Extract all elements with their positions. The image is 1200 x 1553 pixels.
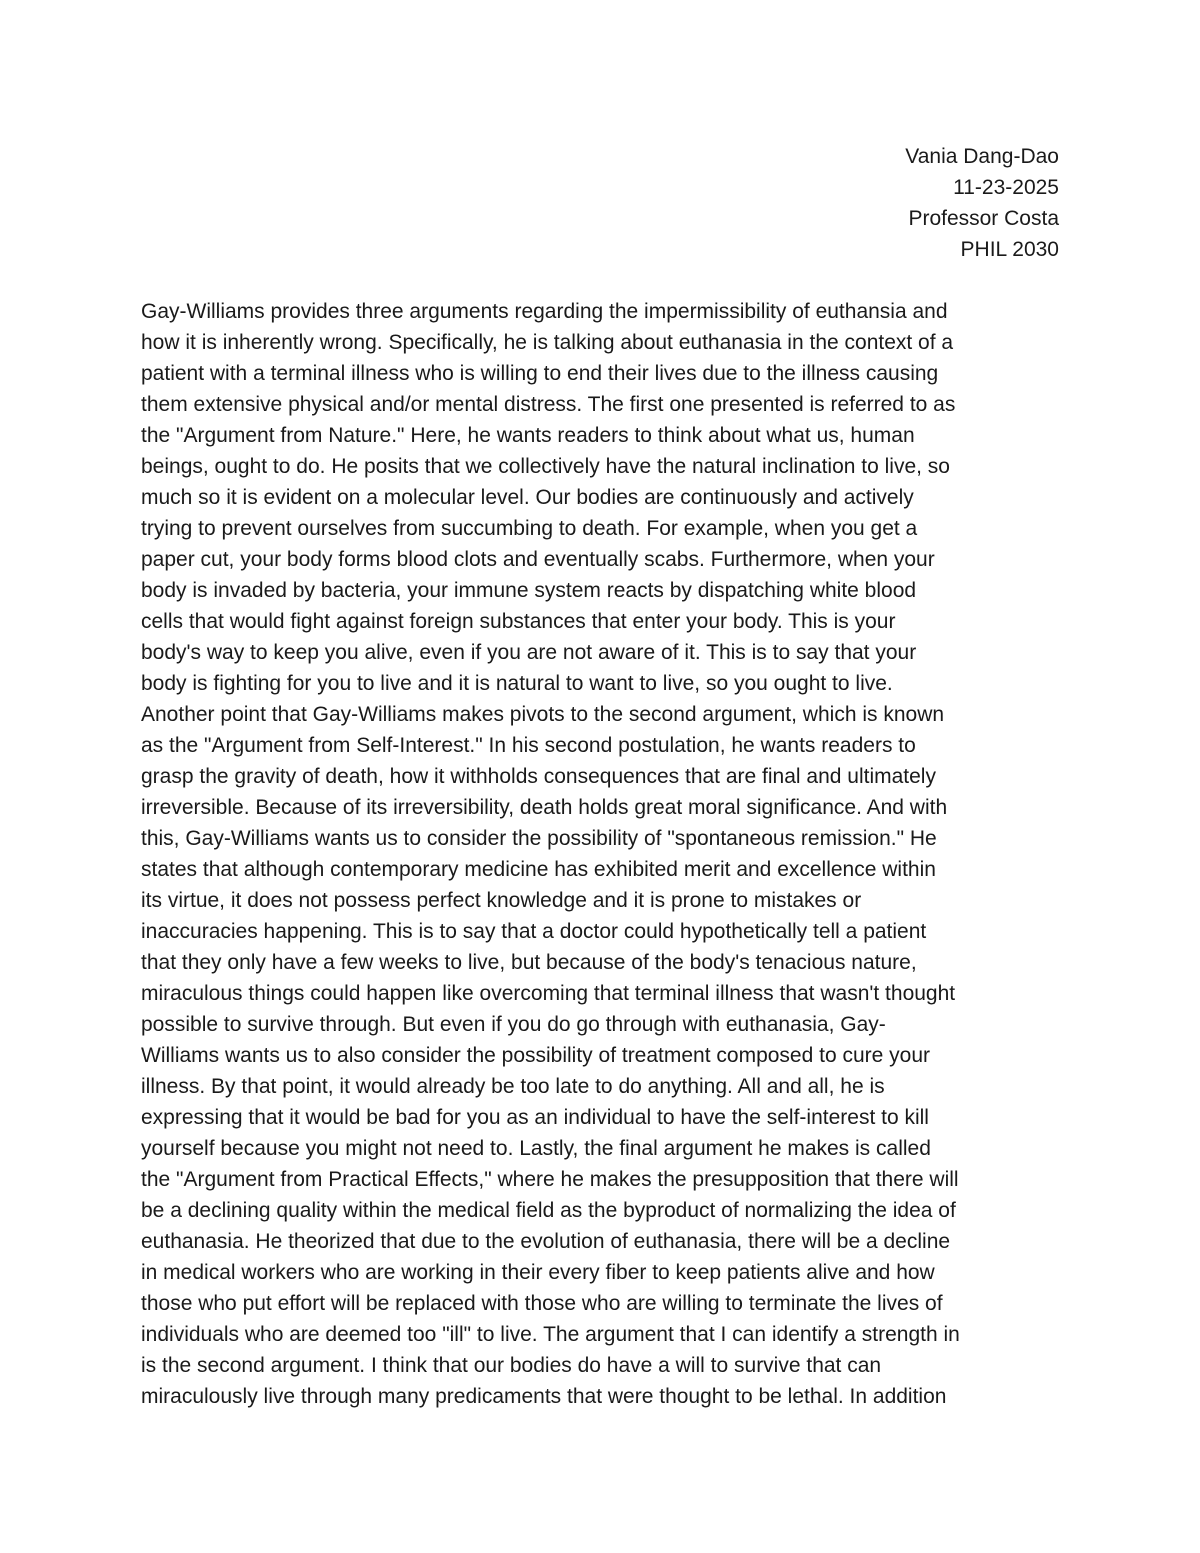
essay-line: the "Argument from Nature." Here, he wants readers to think about what us, human [141, 424, 915, 447]
essay-line: body is invaded by bacteria, your immune system reacts by dispatching white blood [141, 579, 917, 602]
essay-line: yourself because you might not need to. Lastly, the final argument he makes is called [141, 1137, 931, 1160]
essay-line: patient with a terminal illness who is willing to end their lives due to the illness causing [141, 362, 939, 385]
essay-line: body's way to keep you alive, even if you are not aware of it. This is to say that your [141, 641, 917, 664]
essay-line: much so it is evident on a molecular level. Our bodies are continuously and actively [141, 486, 914, 509]
essay-line: that they only have a few weeks to live, but because of the body's tenacious nature, [141, 951, 917, 974]
essay-line: Gay-Williams provides three arguments regarding the impermissibility of euthansia and [141, 300, 948, 323]
course-code: PHIL 2030 [960, 238, 1059, 261]
header-block [905, 141, 1059, 265]
essay-line: this, Gay-Williams wants us to consider the possibility of "spontaneous remission." He [141, 827, 937, 850]
submission-date: 11-23-2025 [953, 176, 1059, 199]
author-name: Vania Dang-Dao [905, 145, 1059, 168]
essay-line: expressing that it would be bad for you as an individual to have the self-interest to kill [141, 1106, 929, 1129]
essay-line: irreversible. Because of its irreversibility, death holds great moral significance. And with [141, 796, 948, 819]
essay-line: as the "Argument from Self-Interest." In his second postulation, he wants readers to [141, 734, 916, 757]
essay-body [141, 296, 1081, 1412]
essay-line: paper cut, your body forms blood clots and eventually scabs. Furthermore, when your [141, 548, 935, 571]
essay-line: the "Argument from Practical Effects," where he makes the presupposition that there will [141, 1168, 959, 1191]
essay-line: Williams wants us to also consider the possibility of treatment composed to cure your [141, 1044, 931, 1067]
essay-line: beings, ought to do. He posits that we collectively have the natural inclination to live, so [141, 455, 950, 478]
essay-line: body is fighting for you to live and it is natural to want to live, so you ought to live. [141, 672, 893, 695]
essay-line: individuals who are deemed too "ill" to live. The argument that I can identify a strength in [141, 1323, 960, 1346]
essay-line: is the second argument. I think that our bodies do have a will to survive that can [141, 1354, 882, 1377]
essay-line: euthanasia. He theorized that due to the evolution of euthanasia, there will be a decline [141, 1230, 951, 1253]
essay-line: in medical workers who are working in their every fiber to keep patients alive and how [141, 1261, 935, 1284]
essay-line: trying to prevent ourselves from succumbing to death. For example, when you get a [141, 517, 918, 540]
essay-line: those who put effort will be replaced with those who are willing to terminate the lives of [141, 1292, 943, 1315]
professor-name: Professor Costa [908, 207, 1059, 230]
essay-line: how it is inherently wrong. Specifically, he is talking about euthanasia in the context of a [141, 331, 954, 354]
essay-line: Another point that Gay-Williams makes pivots to the second argument, which is known [141, 703, 945, 726]
essay-line: them extensive physical and/or mental distress. The first one presented is referred to as [141, 393, 956, 416]
essay-line: its virtue, it does not possess perfect knowledge and it is prone to mistakes or [141, 889, 862, 912]
essay-line: cells that would fight against foreign substances that enter your body. This is your [141, 610, 896, 633]
essay-line: inaccuracies happening. This is to say that a doctor could hypothetically tell a patient [141, 920, 927, 943]
essay-line: be a declining quality within the medical field as the byproduct of normalizing the idea of [141, 1199, 956, 1222]
essay-line: illness. By that point, it would already be too late to do anything. All and all, he is [141, 1075, 885, 1098]
essay-line: possible to survive through. But even if you do go through with euthanasia, Gay- [141, 1013, 886, 1036]
essay-line: miraculous things could happen like overcoming that terminal illness that wasn't thought [141, 982, 956, 1005]
essay-line: states that although contemporary medicine has exhibited merit and excellence within [141, 858, 936, 881]
essay-line: grasp the gravity of death, how it withholds consequences that are final and ultimately [141, 765, 936, 788]
essay-line: miraculously live through many predicaments that were thought to be lethal. In addition [141, 1385, 947, 1408]
